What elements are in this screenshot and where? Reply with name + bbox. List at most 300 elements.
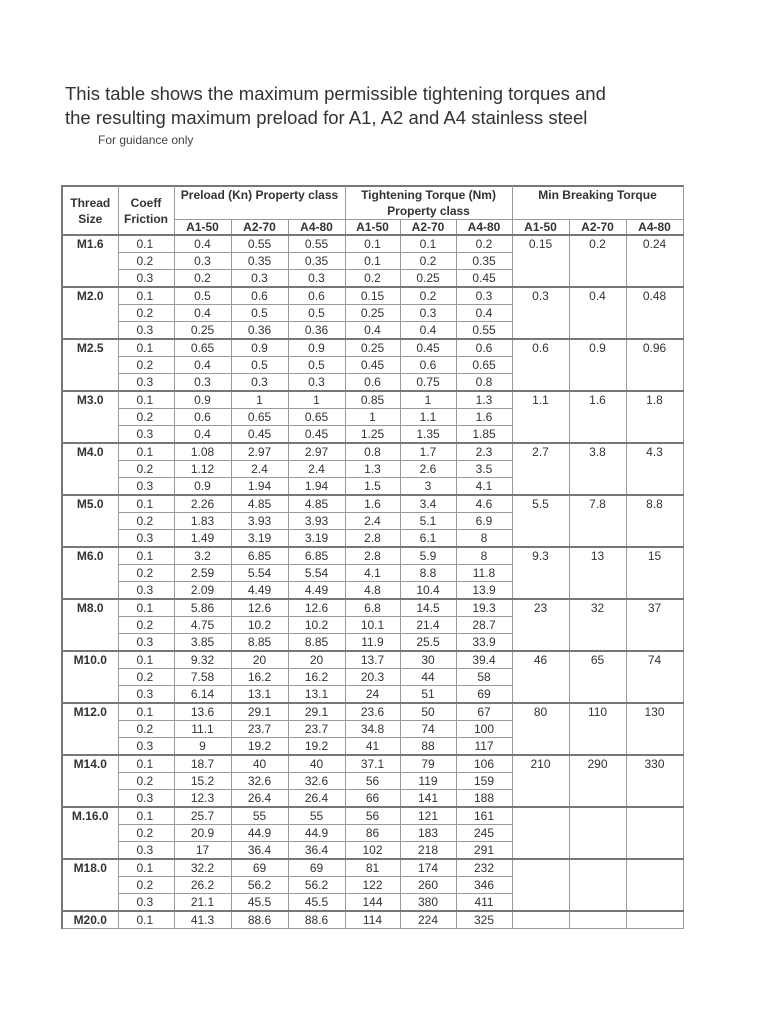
preload-cell: 3.93 bbox=[288, 513, 345, 530]
table-row bbox=[62, 703, 683, 721]
preload-cell: 0.55 bbox=[231, 235, 288, 253]
torque-cell: 161 bbox=[456, 807, 512, 825]
header-torque-a1-50: A1-50 bbox=[345, 220, 400, 236]
preload-cell: 12.6 bbox=[288, 599, 345, 617]
torque-cell: 2.8 bbox=[345, 530, 400, 548]
preload-cell: 0.4 bbox=[174, 305, 231, 322]
preload-cell: 1.12 bbox=[174, 461, 231, 478]
torque-cell: 245 bbox=[456, 825, 512, 842]
preload-cell: 1 bbox=[288, 391, 345, 409]
preload-cell: 3.19 bbox=[288, 530, 345, 548]
preload-cell: 0.5 bbox=[288, 305, 345, 322]
torque-cell: 4.1 bbox=[345, 565, 400, 582]
coeff-friction-cell: 0.2 bbox=[118, 877, 174, 894]
page-title bbox=[65, 82, 705, 130]
preload-cell: 2.4 bbox=[231, 461, 288, 478]
torque-cell: 3.4 bbox=[400, 495, 456, 513]
breaking-torque-cell: 46 bbox=[512, 651, 569, 703]
torque-cell: 144 bbox=[345, 894, 400, 912]
torque-cell: 0.3 bbox=[456, 287, 512, 305]
breaking-torque-cell: 65 bbox=[569, 651, 626, 703]
torque-cell: 1 bbox=[400, 391, 456, 409]
coeff-friction-cell: 0.3 bbox=[118, 842, 174, 860]
preload-cell: 20.9 bbox=[174, 825, 231, 842]
coeff-friction-cell: 0.1 bbox=[118, 755, 174, 773]
breaking-torque-cell: 0.15 bbox=[512, 235, 569, 287]
preload-cell: 4.85 bbox=[231, 495, 288, 513]
preload-cell: 0.2 bbox=[174, 270, 231, 288]
breaking-torque-cell bbox=[569, 911, 626, 929]
coeff-friction-cell: 0.3 bbox=[118, 582, 174, 600]
preload-cell: 0.3 bbox=[231, 270, 288, 288]
title-line-1: This table shows the maximum permissible tightening torques and bbox=[65, 83, 606, 104]
coeff-friction-cell: 0.2 bbox=[118, 825, 174, 842]
preload-cell: 4.75 bbox=[174, 617, 231, 634]
breaking-torque-cell: 4.3 bbox=[626, 443, 683, 495]
torque-cell: 380 bbox=[400, 894, 456, 912]
torque-cell: 5.9 bbox=[400, 547, 456, 565]
breaking-torque-cell bbox=[569, 859, 626, 911]
preload-cell: 2.26 bbox=[174, 495, 231, 513]
coeff-friction-cell: 0.2 bbox=[118, 513, 174, 530]
preload-cell: 0.65 bbox=[231, 409, 288, 426]
breaking-torque-cell: 1.8 bbox=[626, 391, 683, 443]
table-row bbox=[62, 755, 683, 773]
preload-cell: 2.09 bbox=[174, 582, 231, 600]
preload-cell: 0.45 bbox=[288, 426, 345, 444]
breaking-torque-cell bbox=[626, 911, 683, 929]
torque-cell: 0.1 bbox=[400, 235, 456, 253]
header-torque-group: Tightening Torque (Nm) Property class bbox=[345, 186, 512, 220]
table-row bbox=[62, 599, 683, 617]
breaking-torque-cell: 1.1 bbox=[512, 391, 569, 443]
breaking-torque-cell: 1.6 bbox=[569, 391, 626, 443]
torque-cell: 0.6 bbox=[400, 357, 456, 374]
coeff-friction-cell: 0.3 bbox=[118, 478, 174, 496]
breaking-torque-cell bbox=[512, 911, 569, 929]
torque-cell: 174 bbox=[400, 859, 456, 877]
torque-cell: 2.3 bbox=[456, 443, 512, 461]
preload-cell: 69 bbox=[288, 859, 345, 877]
preload-cell: 16.2 bbox=[288, 669, 345, 686]
torque-cell: 1.6 bbox=[456, 409, 512, 426]
preload-cell: 0.55 bbox=[288, 235, 345, 253]
torque-cell: 34.8 bbox=[345, 721, 400, 738]
torque-cell: 325 bbox=[456, 911, 512, 929]
guidance-note: For guidance only bbox=[98, 133, 194, 147]
thread-size-cell: M2.0 bbox=[62, 287, 118, 339]
torque-cell: 102 bbox=[345, 842, 400, 860]
breaking-torque-cell: 2.7 bbox=[512, 443, 569, 495]
preload-cell: 23.7 bbox=[231, 721, 288, 738]
breaking-torque-cell: 0.2 bbox=[569, 235, 626, 287]
header-thread-size: Thread Size bbox=[62, 186, 118, 235]
torque-cell: 0.55 bbox=[456, 322, 512, 340]
coeff-friction-cell: 0.3 bbox=[118, 634, 174, 652]
preload-cell: 26.4 bbox=[231, 790, 288, 808]
preload-cell: 10.2 bbox=[288, 617, 345, 634]
torque-cell: 51 bbox=[400, 686, 456, 704]
torque-cell: 2.4 bbox=[345, 513, 400, 530]
thread-size-cell: M14.0 bbox=[62, 755, 118, 807]
preload-cell: 44.9 bbox=[288, 825, 345, 842]
preload-cell: 0.65 bbox=[174, 339, 231, 357]
thread-size-cell: M12.0 bbox=[62, 703, 118, 755]
torque-cell: 8.8 bbox=[400, 565, 456, 582]
torque-cell: 23.6 bbox=[345, 703, 400, 721]
preload-cell: 0.35 bbox=[288, 253, 345, 270]
preload-cell: 9.32 bbox=[174, 651, 231, 669]
preload-cell: 10.2 bbox=[231, 617, 288, 634]
torque-cell: 291 bbox=[456, 842, 512, 860]
torque-cell: 1.5 bbox=[345, 478, 400, 496]
table-row bbox=[62, 287, 683, 305]
torque-cell: 1.85 bbox=[456, 426, 512, 444]
preload-cell: 1.83 bbox=[174, 513, 231, 530]
coeff-friction-cell: 0.2 bbox=[118, 305, 174, 322]
coeff-friction-cell: 0.1 bbox=[118, 339, 174, 357]
preload-cell: 0.6 bbox=[174, 409, 231, 426]
preload-cell: 88.6 bbox=[231, 911, 288, 929]
torque-cell: 6.8 bbox=[345, 599, 400, 617]
torque-cell: 0.2 bbox=[456, 235, 512, 253]
torque-cell: 0.4 bbox=[345, 322, 400, 340]
preload-cell: 0.9 bbox=[174, 478, 231, 496]
preload-cell: 18.7 bbox=[174, 755, 231, 773]
torque-cell: 67 bbox=[456, 703, 512, 721]
torque-cell: 58 bbox=[456, 669, 512, 686]
breaking-torque-cell: 74 bbox=[626, 651, 683, 703]
torque-table bbox=[61, 185, 684, 929]
coeff-friction-cell: 0.1 bbox=[118, 235, 174, 253]
preload-cell: 0.3 bbox=[174, 374, 231, 392]
torque-cell: 0.2 bbox=[345, 270, 400, 288]
thread-size-cell: M5.0 bbox=[62, 495, 118, 547]
preload-cell: 3.93 bbox=[231, 513, 288, 530]
torque-cell: 1.6 bbox=[345, 495, 400, 513]
thread-size-cell: M1.6 bbox=[62, 235, 118, 287]
torque-cell: 74 bbox=[400, 721, 456, 738]
torque-cell: 159 bbox=[456, 773, 512, 790]
torque-cell: 8 bbox=[456, 530, 512, 548]
preload-cell: 2.59 bbox=[174, 565, 231, 582]
preload-cell: 23.7 bbox=[288, 721, 345, 738]
breaking-torque-cell: 130 bbox=[626, 703, 683, 755]
torque-cell: 3.5 bbox=[456, 461, 512, 478]
breaking-torque-cell: 15 bbox=[626, 547, 683, 599]
breaking-torque-cell: 0.96 bbox=[626, 339, 683, 391]
preload-cell: 41.3 bbox=[174, 911, 231, 929]
preload-cell: 26.2 bbox=[174, 877, 231, 894]
preload-cell: 26.4 bbox=[288, 790, 345, 808]
coeff-friction-cell: 0.1 bbox=[118, 911, 174, 929]
preload-cell: 13.1 bbox=[231, 686, 288, 704]
torque-cell: 56 bbox=[345, 773, 400, 790]
torque-cell: 13.7 bbox=[345, 651, 400, 669]
torque-cell: 2.6 bbox=[400, 461, 456, 478]
preload-cell: 20 bbox=[231, 651, 288, 669]
torque-cell: 106 bbox=[456, 755, 512, 773]
torque-cell: 0.6 bbox=[456, 339, 512, 357]
coeff-friction-cell: 0.2 bbox=[118, 773, 174, 790]
preload-cell: 5.54 bbox=[231, 565, 288, 582]
thread-size-cell: M6.0 bbox=[62, 547, 118, 599]
torque-cell: 1.1 bbox=[400, 409, 456, 426]
preload-cell: 8.85 bbox=[288, 634, 345, 652]
thread-size-cell: M.16.0 bbox=[62, 807, 118, 859]
torque-cell: 114 bbox=[345, 911, 400, 929]
header-breaking-group: Min Breaking Torque bbox=[512, 186, 683, 220]
preload-cell: 44.9 bbox=[231, 825, 288, 842]
preload-cell: 69 bbox=[231, 859, 288, 877]
torque-cell: 39.4 bbox=[456, 651, 512, 669]
coeff-friction-cell: 0.1 bbox=[118, 703, 174, 721]
table-row bbox=[62, 651, 683, 669]
torque-cell: 0.6 bbox=[345, 374, 400, 392]
torque-cell: 8 bbox=[456, 547, 512, 565]
torque-cell: 1 bbox=[345, 409, 400, 426]
coeff-friction-cell: 0.1 bbox=[118, 599, 174, 617]
preload-cell: 19.2 bbox=[288, 738, 345, 756]
torque-cell: 69 bbox=[456, 686, 512, 704]
torque-cell: 0.45 bbox=[456, 270, 512, 288]
preload-cell: 0.4 bbox=[174, 357, 231, 374]
title-line-2: the resulting maximum preload for A1, A2 and A4 stainless steel bbox=[65, 107, 588, 128]
preload-cell: 56.2 bbox=[231, 877, 288, 894]
breaking-torque-cell: 0.9 bbox=[569, 339, 626, 391]
preload-cell: 0.5 bbox=[231, 305, 288, 322]
torque-cell: 37.1 bbox=[345, 755, 400, 773]
preload-cell: 29.1 bbox=[288, 703, 345, 721]
torque-cell: 260 bbox=[400, 877, 456, 894]
torque-cell: 1.3 bbox=[456, 391, 512, 409]
preload-cell: 21.1 bbox=[174, 894, 231, 912]
coeff-friction-cell: 0.1 bbox=[118, 807, 174, 825]
preload-cell: 15.2 bbox=[174, 773, 231, 790]
torque-cell: 0.8 bbox=[456, 374, 512, 392]
preload-cell: 3.2 bbox=[174, 547, 231, 565]
header-preload-a2-70: A2-70 bbox=[231, 220, 288, 236]
breaking-torque-cell: 80 bbox=[512, 703, 569, 755]
torque-cell: 14.5 bbox=[400, 599, 456, 617]
thread-size-cell: M20.0 bbox=[62, 911, 118, 929]
torque-cell: 0.35 bbox=[456, 253, 512, 270]
torque-cell: 6.1 bbox=[400, 530, 456, 548]
torque-cell: 19.3 bbox=[456, 599, 512, 617]
coeff-friction-cell: 0.1 bbox=[118, 859, 174, 877]
breaking-torque-cell: 8.8 bbox=[626, 495, 683, 547]
coeff-friction-cell: 0.2 bbox=[118, 721, 174, 738]
torque-cell: 0.2 bbox=[400, 253, 456, 270]
header-preload-a4-80: A4-80 bbox=[288, 220, 345, 236]
header-torque-a4-80: A4-80 bbox=[456, 220, 512, 236]
breaking-torque-cell: 3.8 bbox=[569, 443, 626, 495]
preload-cell: 11.1 bbox=[174, 721, 231, 738]
breaking-torque-cell bbox=[626, 807, 683, 859]
preload-cell: 36.4 bbox=[288, 842, 345, 860]
breaking-torque-cell: 0.48 bbox=[626, 287, 683, 339]
preload-cell: 0.36 bbox=[231, 322, 288, 340]
table-row bbox=[62, 859, 683, 877]
preload-cell: 6.14 bbox=[174, 686, 231, 704]
preload-cell: 7.58 bbox=[174, 669, 231, 686]
preload-cell: 20 bbox=[288, 651, 345, 669]
thread-size-cell: M8.0 bbox=[62, 599, 118, 651]
breaking-torque-cell: 37 bbox=[626, 599, 683, 651]
torque-cell: 5.1 bbox=[400, 513, 456, 530]
torque-cell: 1.35 bbox=[400, 426, 456, 444]
coeff-friction-cell: 0.1 bbox=[118, 651, 174, 669]
torque-cell: 218 bbox=[400, 842, 456, 860]
preload-cell: 40 bbox=[288, 755, 345, 773]
coeff-friction-cell: 0.3 bbox=[118, 790, 174, 808]
preload-cell: 36.4 bbox=[231, 842, 288, 860]
torque-cell: 81 bbox=[345, 859, 400, 877]
preload-cell: 0.5 bbox=[231, 357, 288, 374]
coeff-friction-cell: 0.3 bbox=[118, 270, 174, 288]
preload-cell: 1.94 bbox=[288, 478, 345, 496]
breaking-torque-cell: 330 bbox=[626, 755, 683, 807]
coeff-friction-cell: 0.3 bbox=[118, 738, 174, 756]
torque-cell: 24 bbox=[345, 686, 400, 704]
breaking-torque-cell bbox=[512, 859, 569, 911]
preload-cell: 25.7 bbox=[174, 807, 231, 825]
torque-cell: 41 bbox=[345, 738, 400, 756]
preload-cell: 0.9 bbox=[231, 339, 288, 357]
coeff-friction-cell: 0.3 bbox=[118, 322, 174, 340]
breaking-torque-cell: 13 bbox=[569, 547, 626, 599]
torque-cell: 3 bbox=[400, 478, 456, 496]
coeff-friction-cell: 0.1 bbox=[118, 443, 174, 461]
coeff-friction-cell: 0.1 bbox=[118, 495, 174, 513]
coeff-friction-cell: 0.2 bbox=[118, 357, 174, 374]
breaking-torque-cell bbox=[569, 807, 626, 859]
preload-cell: 0.6 bbox=[231, 287, 288, 305]
coeff-friction-cell: 0.1 bbox=[118, 547, 174, 565]
preload-cell: 45.5 bbox=[231, 894, 288, 912]
torque-cell: 0.25 bbox=[400, 270, 456, 288]
torque-cell: 50 bbox=[400, 703, 456, 721]
torque-cell: 28.7 bbox=[456, 617, 512, 634]
header-preload-a1-50: A1-50 bbox=[174, 220, 231, 236]
preload-cell: 1 bbox=[231, 391, 288, 409]
preload-cell: 17 bbox=[174, 842, 231, 860]
preload-cell: 0.9 bbox=[174, 391, 231, 409]
header-breaking-a4-80: A4-80 bbox=[626, 220, 683, 236]
torque-cell: 4.1 bbox=[456, 478, 512, 496]
coeff-friction-cell: 0.2 bbox=[118, 617, 174, 634]
coeff-friction-cell: 0.2 bbox=[118, 409, 174, 426]
table-row bbox=[62, 807, 683, 825]
preload-cell: 0.6 bbox=[288, 287, 345, 305]
preload-cell: 0.5 bbox=[174, 287, 231, 305]
breaking-torque-cell: 23 bbox=[512, 599, 569, 651]
torque-cell: 4.6 bbox=[456, 495, 512, 513]
preload-cell: 6.85 bbox=[288, 547, 345, 565]
torque-cell: 0.75 bbox=[400, 374, 456, 392]
torque-cell: 141 bbox=[400, 790, 456, 808]
table-row bbox=[62, 911, 683, 929]
table-header bbox=[62, 186, 683, 235]
preload-cell: 55 bbox=[231, 807, 288, 825]
torque-cell: 56 bbox=[345, 807, 400, 825]
preload-cell: 56.2 bbox=[288, 877, 345, 894]
torque-cell: 0.85 bbox=[345, 391, 400, 409]
preload-cell: 3.19 bbox=[231, 530, 288, 548]
torque-cell: 10.4 bbox=[400, 582, 456, 600]
breaking-torque-cell: 32 bbox=[569, 599, 626, 651]
breaking-torque-cell bbox=[626, 859, 683, 911]
torque-cell: 13.9 bbox=[456, 582, 512, 600]
torque-cell: 0.25 bbox=[345, 339, 400, 357]
preload-cell: 88.6 bbox=[288, 911, 345, 929]
breaking-torque-cell: 290 bbox=[569, 755, 626, 807]
preload-cell: 0.9 bbox=[288, 339, 345, 357]
coeff-friction-cell: 0.3 bbox=[118, 894, 174, 912]
preload-cell: 12.6 bbox=[231, 599, 288, 617]
torque-cell: 0.25 bbox=[345, 305, 400, 322]
preload-cell: 8.85 bbox=[231, 634, 288, 652]
breaking-torque-cell: 210 bbox=[512, 755, 569, 807]
preload-cell: 32.2 bbox=[174, 859, 231, 877]
torque-cell: 346 bbox=[456, 877, 512, 894]
preload-cell: 55 bbox=[288, 807, 345, 825]
header-coeff-friction: Coeff Friction bbox=[118, 186, 174, 235]
preload-cell: 1.08 bbox=[174, 443, 231, 461]
preload-cell: 0.5 bbox=[288, 357, 345, 374]
torque-cell: 1.25 bbox=[345, 426, 400, 444]
preload-cell: 13.1 bbox=[288, 686, 345, 704]
preload-cell: 32.6 bbox=[288, 773, 345, 790]
header-preload-group: Preload (Kn) Property class bbox=[174, 186, 345, 220]
thread-size-cell: M18.0 bbox=[62, 859, 118, 911]
torque-cell: 0.45 bbox=[400, 339, 456, 357]
torque-cell: 88 bbox=[400, 738, 456, 756]
table-row bbox=[62, 339, 683, 357]
torque-cell: 79 bbox=[400, 755, 456, 773]
coeff-friction-cell: 0.3 bbox=[118, 530, 174, 548]
table-body bbox=[62, 235, 683, 929]
coeff-friction-cell: 0.2 bbox=[118, 461, 174, 478]
torque-cell: 188 bbox=[456, 790, 512, 808]
coeff-friction-cell: 0.2 bbox=[118, 669, 174, 686]
table-row bbox=[62, 235, 683, 253]
torque-cell: 44 bbox=[400, 669, 456, 686]
preload-cell: 0.3 bbox=[174, 253, 231, 270]
preload-cell: 0.4 bbox=[174, 235, 231, 253]
preload-cell: 12.3 bbox=[174, 790, 231, 808]
torque-cell: 183 bbox=[400, 825, 456, 842]
torque-cell: 100 bbox=[456, 721, 512, 738]
preload-cell: 4.85 bbox=[288, 495, 345, 513]
torque-cell: 224 bbox=[400, 911, 456, 929]
preload-cell: 0.3 bbox=[231, 374, 288, 392]
torque-cell: 232 bbox=[456, 859, 512, 877]
thread-size-cell: M4.0 bbox=[62, 443, 118, 495]
torque-cell: 117 bbox=[456, 738, 512, 756]
torque-cell: 0.65 bbox=[456, 357, 512, 374]
preload-cell: 0.36 bbox=[288, 322, 345, 340]
preload-cell: 29.1 bbox=[231, 703, 288, 721]
torque-cell: 0.4 bbox=[400, 322, 456, 340]
torque-cell: 1.7 bbox=[400, 443, 456, 461]
torque-cell: 0.1 bbox=[345, 253, 400, 270]
torque-cell: 0.45 bbox=[345, 357, 400, 374]
table-row bbox=[62, 547, 683, 565]
thread-size-cell: M2.5 bbox=[62, 339, 118, 391]
preload-cell: 40 bbox=[231, 755, 288, 773]
torque-cell: 411 bbox=[456, 894, 512, 912]
